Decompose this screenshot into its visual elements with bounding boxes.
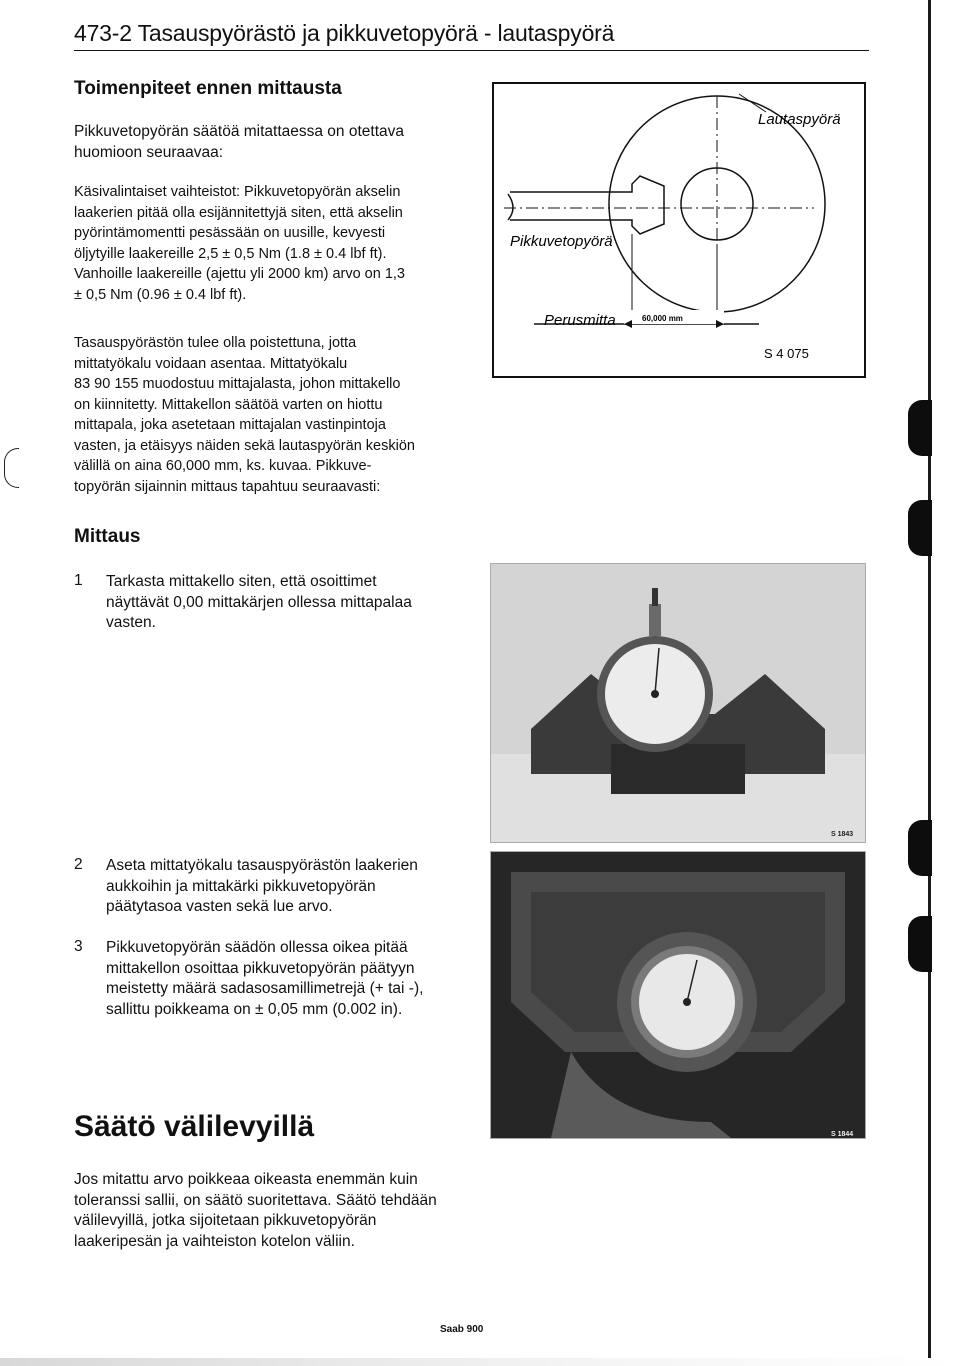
text-line: Vanhoille laakereille (ajettu yli 2000 km) arvo on 1,3 [74,266,405,282]
photo-gauge-in-housing [490,851,866,1139]
label-crown-wheel: Lautaspyörä [758,111,841,128]
text-line: 83 90 155 muodostuu mittajalasta, johon mittakello [74,376,401,392]
text-line: toleranssi sallii, on säätö suoritettava. Säätö tehdään [74,1191,437,1209]
section-heading-measurement: Mittaus [74,526,141,547]
binding-edge [928,0,931,1366]
punch-hole [908,500,932,556]
text-line: välilevyillä, jotka sijoitetaan pikkuvetopyörän [74,1212,377,1229]
section-heading-shim-adjustment: Säätö välilevyillä [74,1110,315,1143]
step-text [106,856,418,918]
text-line: laakeripesän ja vaihteiston kotelon väliin. [74,1232,355,1250]
gear-diagram [494,84,864,376]
gear-diagram-figure [492,82,866,378]
margin-mark [4,448,19,488]
text-line: Pikkuvetopyörän säätöä mitattaessa on otettava [74,123,405,140]
text-line: näyttävät 0,00 mittakärjen ollessa mittapalaa [106,593,412,611]
photo-code: S 1843 [831,831,854,838]
text-line: Käsivalintaiset vaihteistot: Pikkuvetopyörän akselin [74,184,401,200]
text-line: mittatyökalu voidaan asentaa. Mittatyökalu [74,355,348,372]
text-line: vasten. [106,614,156,631]
text-line: pyörintämomentti pesässään on uusille, kevyesti [74,225,386,241]
text-line: Jos mitattu arvo poikkeaa oikeasta enemmän kuin [74,1171,418,1188]
pinion-shaft [510,176,664,234]
label-dimension-value: 60,000 mm [642,314,683,323]
text-line: topyörän sijainnin mittaus tapahtuu seuraavasti: [74,478,381,495]
text-line: aukkoihin ja mittakärki pikkuvetopyörän [106,877,376,895]
step-number: 2 [74,856,83,873]
text-line: Tarkasta mittakello siten, että osoittimet [106,573,377,590]
text-line: Tasauspyörästön tulee olla poistettuna, jotta [74,335,357,351]
photo-code: S 1844 [831,1131,854,1138]
text-line: on kiinnitetty. Mittakellon säätöä varten on hiottu [74,396,383,413]
figure-code: S 4 075 [764,346,809,361]
text-line: öljytyille laakereille 2,5 ± 0,5 Nm (1.8 ± 0.4 lbf ft). [74,245,387,262]
text-line: Pikkuvetopyörän säädön ollessa oikea pitää [106,939,408,956]
differential-paragraph [74,333,415,497]
text-line: välillä on aina 60,000 mm, ks. kuvaa. Pikkuve- [74,458,372,474]
text-line: vasten, ja etäisyys näiden sekä lautaspyörän keskiön [74,437,415,454]
header-rule [74,50,869,51]
punch-hole [908,916,932,972]
step-number: 1 [74,572,83,589]
text-line: laakerien pitää olla esijännitettyjä siten, että akselin [74,204,403,221]
text-line: päätytasoa vasten sekä lue arvo. [106,898,333,915]
step-text [106,572,412,634]
text-line: meistetty määrä sadasosamillimetrejä (+ tai -), [106,980,424,997]
photo-dial-gauge [490,563,866,843]
page-header: 473-2 Tasauspyörästö ja pikkuvetopyörä - lautaspyörä [74,20,615,46]
punch-hole [908,400,932,456]
text-line: ± 0,5 Nm (0.96 ± 0.4 lbf ft). [74,286,247,303]
text-line: mittapala, joka asetetaan mittajalan vastinpintoja [74,417,386,433]
manual-gearbox-paragraph [74,182,405,305]
page-footer: Saab 900 [440,1324,484,1335]
text-line: sallittu poikkeama on ± 0,05 mm (0.002 in). [106,1000,403,1018]
text-line: huomioon seuraavaa: [74,143,224,161]
label-pinion: Pikkuvetopyörä [510,233,613,250]
step-number: 3 [74,938,83,955]
step-text [106,938,423,1020]
label-base-dimension: Perusmitta [544,312,616,329]
text-line: mittakellon osoittaa pikkuvetopyörän päätyyn [106,959,415,977]
section-heading-before-measuring: Toimenpiteet ennen mittausta [74,78,342,99]
scan-edge [0,1358,960,1366]
intro-paragraph [74,122,404,163]
punch-hole [908,820,932,876]
adjustment-paragraph [74,1170,437,1252]
text-line: Aseta mittatyökalu tasauspyörästön laakerien [106,857,418,874]
